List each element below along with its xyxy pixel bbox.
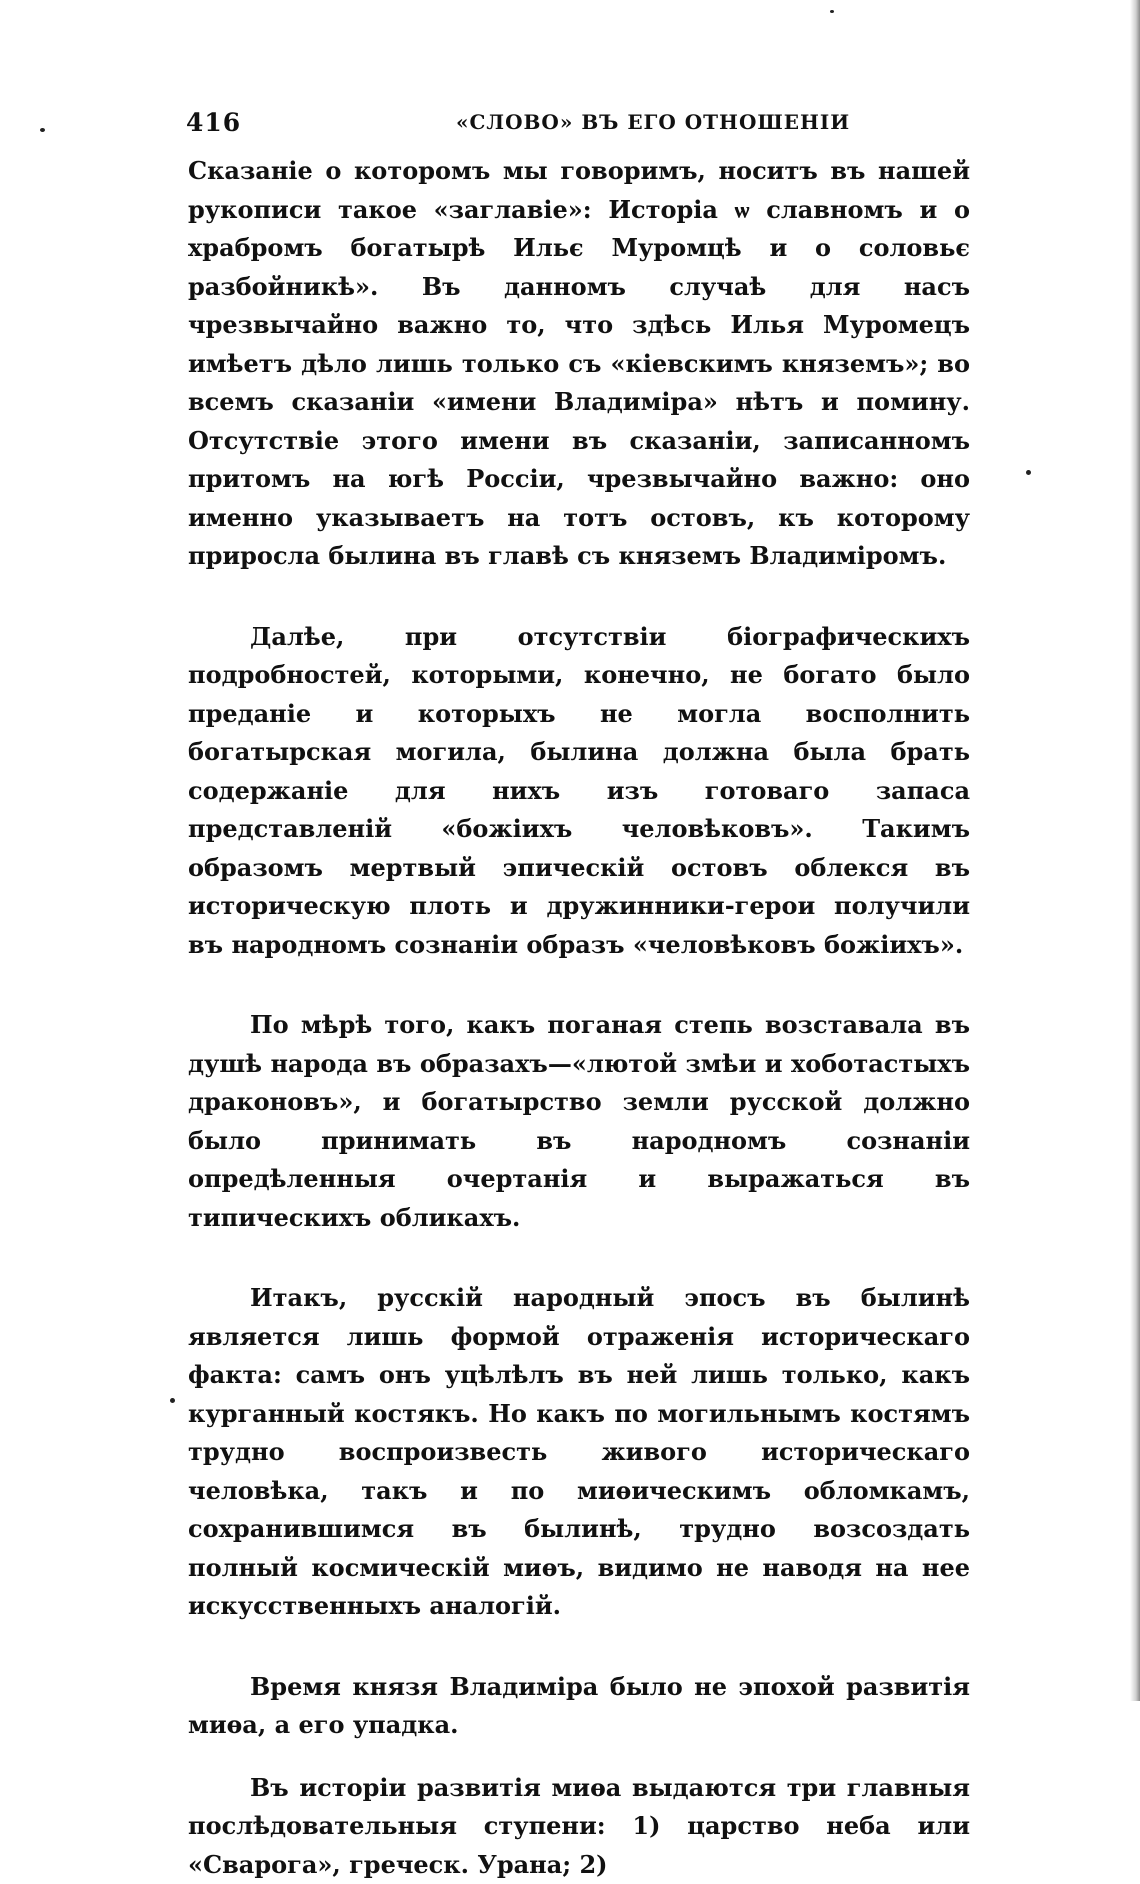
page-header — [186, 108, 942, 138]
scan-speck — [170, 1398, 175, 1403]
paragraph: Время князя Владиміра было не эпохой развитія миѳа, а его упадка. — [188, 1668, 970, 1745]
page-number: 416 — [186, 108, 241, 137]
paragraph: По мѣрѣ того, какъ поганая степь возставала въ душѣ народа въ образахъ—«лютой змѣи и хоботастыхъ драконовъ», и богатырство земли русской должно было принимать въ народномъ сознаніи опредѣленныя очертанія и выражаться въ типическихъ обликахъ. — [188, 1006, 970, 1237]
paragraph: Въ исторіи развитія миѳа выдаются три главныя послѣдовательныя ступени: 1) царство неба или «Сварога», греческ. Урана; 2) — [188, 1769, 970, 1884]
paragraph: Итакъ, русскій народный эпосъ въ былинѣ является лишь формой отраженія историческаго факта: самъ онъ уцѣлѣлъ въ ней лишь только, какъ курганный костякъ. Но какъ по могильнымъ костямъ трудно воспроизвесть живого историческаго человѣка, такъ и по миѳическимъ обломкамъ, сохранившимся въ былинѣ, трудно возсоздать полный космическій миѳъ, видимо не наводя на нее искусственныхъ аналогій. — [188, 1279, 970, 1626]
paragraph: Сказаніе о которомъ мы говоримъ, носитъ въ нашей рукописи такое «заглавіе»: Исторіа ѡ славномъ и о храбромъ богатырѣ Ильє Муромцѣ и о соловьє разбойникѣ». Въ данномъ случаѣ для насъ чрезвычайно важно то, что здѣсь Илья Муромецъ имѣетъ дѣло лишь только съ «кіевскимъ княземъ»; во всемъ сказаніи «имени Владиміра» нѣтъ и помину. Отсутствіе этого имени въ сказаніи, записанномъ притомъ на югѣ Россіи, чрезвычайно важно: оно именно указываетъ на тотъ остовъ, къ которому приросла былина въ главѣ съ княземъ Владиміромъ. — [188, 152, 970, 576]
page-edge-shadow — [1130, 0, 1140, 1701]
body-text — [188, 152, 970, 1884]
scan-speck — [830, 10, 834, 13]
paragraph: Далѣе, при отсутствіи біографическихъ подробностей, которыми, конечно, не богато было преданіе и которыхъ не могла восполнить богатырская могила, былина должна была брать содержаніе для нихъ изъ готоваго запаса представленій «божіихъ человѣковъ». Такимъ образомъ мертвый эпическій остовъ облекся въ историческую плоть и дружинники-герои получили въ народномъ сознаніи образъ «человѣковъ божіихъ». — [188, 618, 970, 965]
scan-speck — [1026, 470, 1031, 475]
scan-speck — [40, 128, 45, 132]
running-title: «СЛОВО» ВЪ ЕГО ОТНОШЕНІИ — [456, 110, 850, 134]
